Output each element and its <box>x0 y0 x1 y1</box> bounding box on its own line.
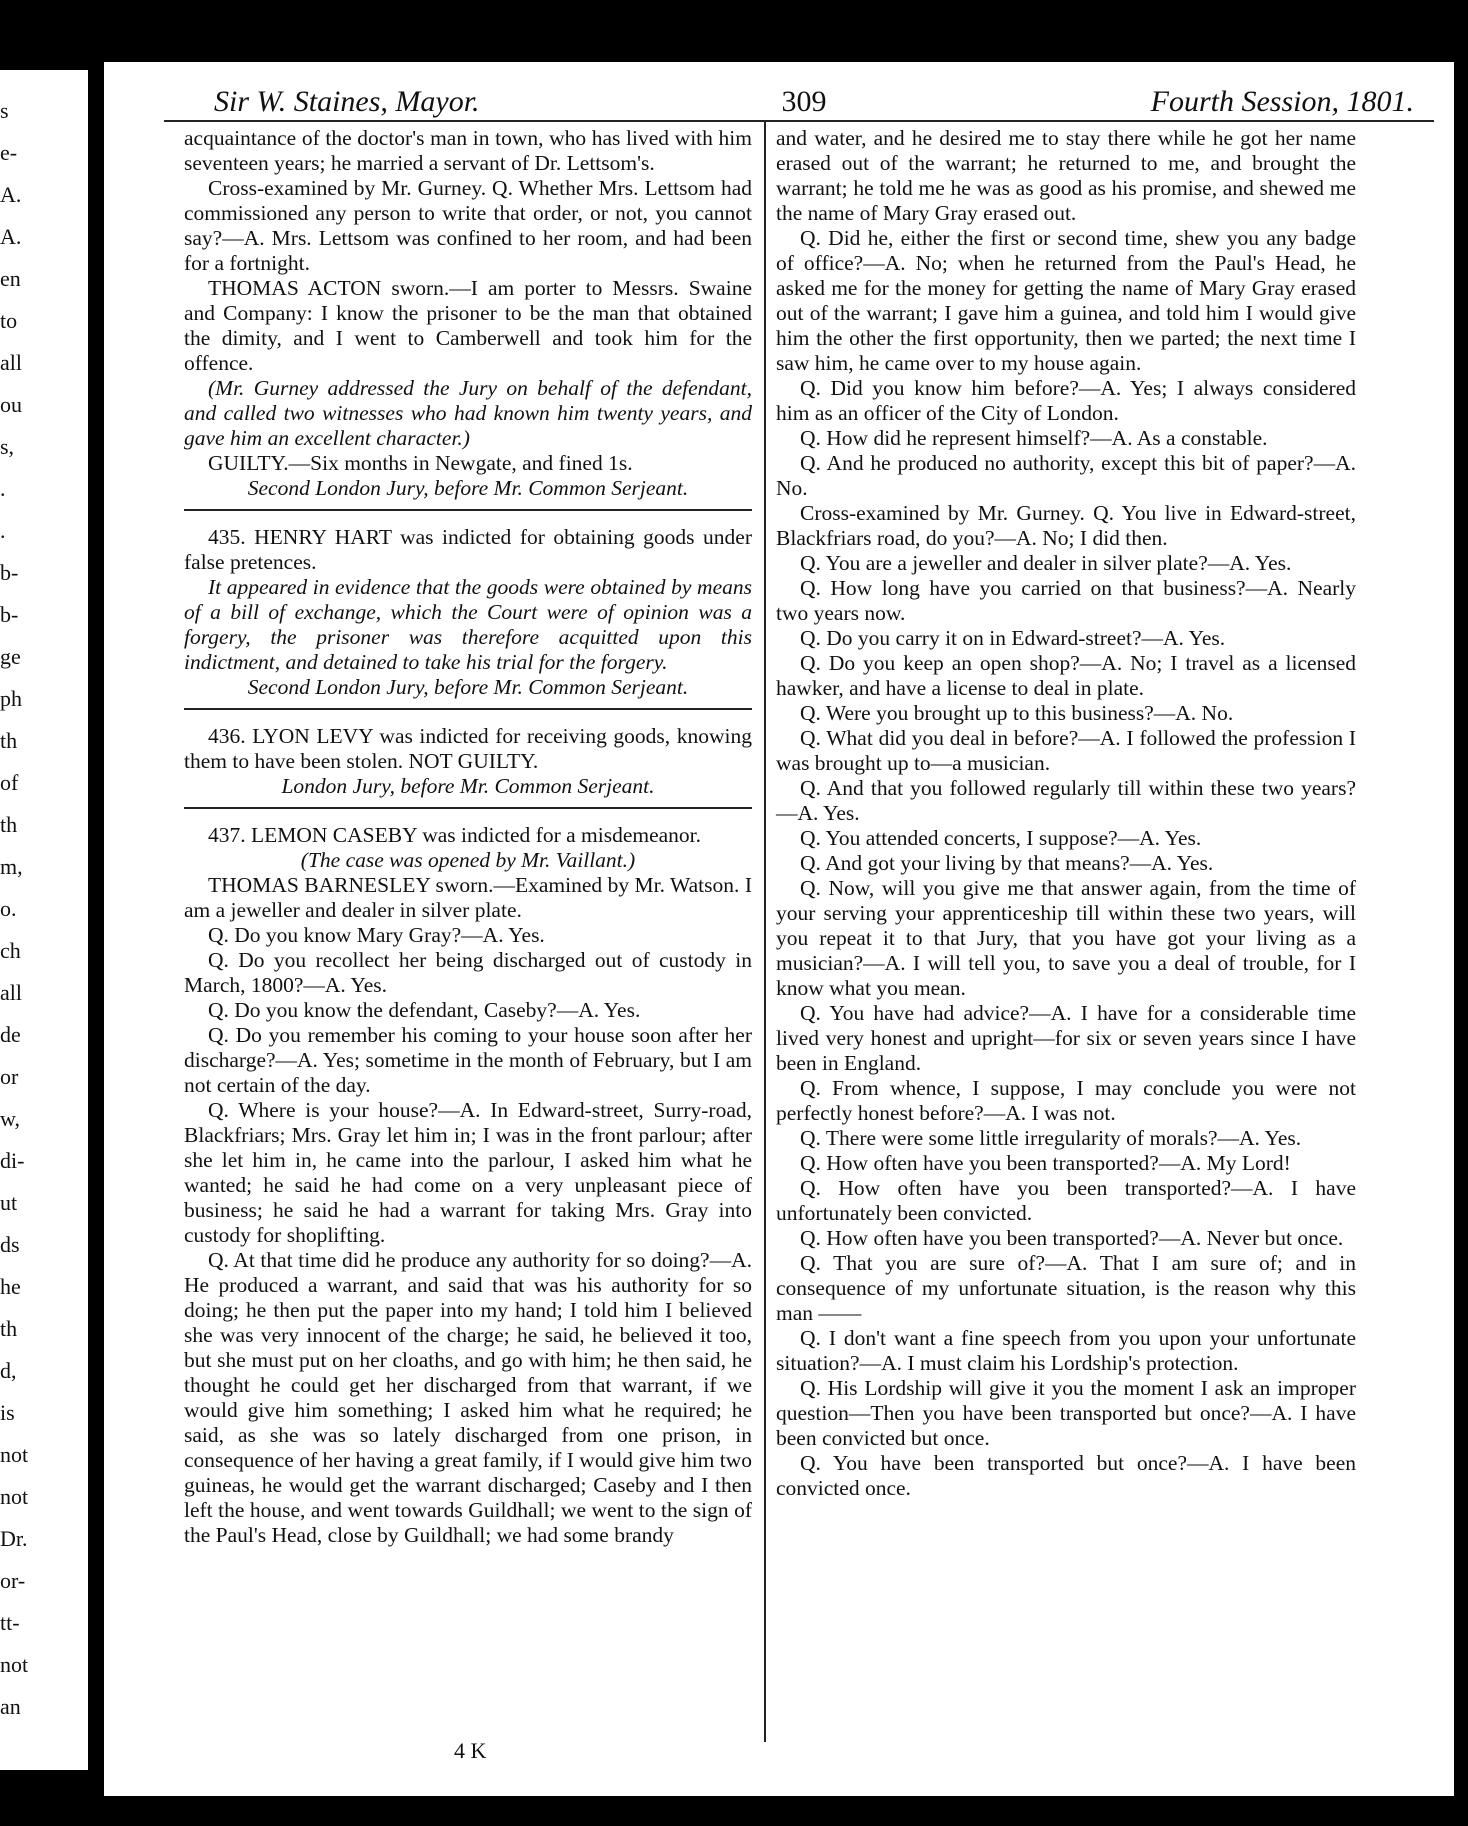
paragraph: Q. You attended concerts, I suppose?—A. Yes. <box>800 826 1202 850</box>
margin-fragment: b- <box>0 602 19 627</box>
paragraph: Q. There were some little irregularity of morals?—A. Yes. <box>800 1126 1302 1150</box>
margin-fragment: . <box>0 518 6 543</box>
margin-fragment: of <box>0 770 19 795</box>
left-column <box>184 126 752 1548</box>
margin-fragment: tt- <box>0 1610 20 1635</box>
margin-fragment: di- <box>0 1148 25 1173</box>
paragraph: Q. And got your living by that means?—A. Yes. <box>800 851 1214 875</box>
paragraph: 436. LYON LEVY was indicted for receiving goods, knowing them to have been stolen. NOT GUILTY. <box>184 724 752 773</box>
margin-fragment: s <box>0 98 9 123</box>
margin-fragment: ge <box>0 644 21 669</box>
paragraph: Q. You have been transported but once?—A. I have been convicted once. <box>776 1451 1356 1500</box>
margin-fragment: is <box>0 1400 15 1425</box>
paragraph: Q. And that you followed regularly till within these two years?—A. Yes. <box>776 776 1356 825</box>
paragraph: Q. Did he, either the first or second time, shew you any badge of office?—A. No; when he returned from the Paul's Head, he asked me for the money for getting the name of Mary Gray erased out of the warrant; I gave him a guinea, and told him I would give him the other the first opportunity, then we parted; the next time I saw him, he came over to my house again. <box>776 226 1356 375</box>
section-rule <box>184 509 752 511</box>
paragraph: Q. How long have you carried on that business?—A. Nearly two years now. <box>776 576 1356 625</box>
paragraph: Q. You have had advice?—A. I have for a considerable time lived very honest and upright—for six or seven years since I have been in England. <box>776 1001 1356 1075</box>
column-divider <box>764 122 766 1742</box>
running-header <box>184 82 1424 122</box>
paragraph: Second London Jury, before Mr. Common Serjeant. <box>247 476 689 500</box>
paragraph: Q. Do you carry it on in Edward-street?—A. Yes. <box>800 626 1226 650</box>
page-number: 309 <box>781 85 827 118</box>
paragraph: Q. Where is your house?—A. In Edward-street, Surry-road, Blackfriars; Mrs. Gray let him in; I was in the front parlour; after she let him in, he came into the parlour, I asked him what he wanted; he said he had come on a very unpleasant piece of business; he said he had a warrant for taking Mrs. Gray into custody for shoplifting. <box>184 1098 752 1247</box>
paragraph: Q. From whence, I suppose, I may conclude you were not perfectly honest before?—A. I was not. <box>776 1076 1356 1125</box>
paragraph: (Mr. Gurney addressed the Jury on behalf of the defendant, and called two witnesses who had known him twenty years, and gave him an excellent character.) <box>184 376 752 450</box>
margin-fragment: not <box>0 1652 29 1677</box>
paragraph: THOMAS BARNESLEY sworn.—Examined by Mr. Watson. I am a jeweller and dealer in silver plate. <box>184 873 752 922</box>
margin-fragment: en <box>0 266 21 291</box>
margin-fragment: e- <box>0 140 18 165</box>
adjacent-page-margin <box>0 70 88 1770</box>
paragraph: Q. Do you know Mary Gray?—A. Yes. <box>208 923 545 947</box>
paragraph: Q. How did he represent himself?—A. As a constable. <box>800 426 1268 450</box>
margin-fragment: ph <box>0 686 22 711</box>
paragraph: Q. And he produced no authority, except this bit of paper?—A. No. <box>776 451 1356 500</box>
margin-fragment: ch <box>0 938 21 963</box>
paragraph: Q. I don't want a fine speech from you upon your unfortunate situation?—A. I must claim his Lordship's protection. <box>776 1326 1356 1375</box>
margin-fragment: he <box>0 1274 21 1299</box>
header-left: Sir W. Staines, Mayor. <box>214 85 480 118</box>
paragraph: Q. How often have you been transported?—A. My Lord! <box>800 1151 1291 1175</box>
paragraph: (The case was opened by Mr. Vaillant.) <box>300 848 636 872</box>
margin-fragment: ut <box>0 1190 18 1215</box>
paragraph: and water, and he desired me to stay there while he got her name erased out of the warrant; he returned to me, and brought the warrant; he told me he was as good as his promise, and shewed me the name of Mary Gray erased out. <box>776 126 1356 225</box>
margin-fragment: th <box>0 812 18 837</box>
margin-fragment: w, <box>0 1106 20 1131</box>
margin-fragment: A. <box>0 182 22 207</box>
paragraph: Q. At that time did he produce any authority for so doing?—A. He produced a warrant, and said that was his authority for so doing; he then put the paper into my hand; I told him I believed she was very innocent of the charge; he said, he believed it too, but she must put on her cloaths, and go with him; he then said, he thought he could get her discharged from that warrant, if we would give him something; I asked him what he required; he said, as she was so lately discharged from one prison, in consequence of her having a great family, if I would give him two guineas, he would get the warrant discharged; Caseby and I then left the house, and went towards Guildhall; we went to the sign of the Paul's Head, close by Guildhall; we had some brandy <box>184 1248 752 1547</box>
paragraph: Q. Do you remember his coming to your house soon after her discharge?—A. Yes; sometime in the month of February, but I am not certain of the day. <box>184 1023 752 1097</box>
margin-fragment: not <box>0 1442 29 1467</box>
paragraph: Q. What did you deal in before?—A. I followed the profession I was brought up to—a musician. <box>776 726 1356 775</box>
margin-fragment: b- <box>0 560 19 585</box>
paragraph: London Jury, before Mr. Common Serjeant. <box>281 774 655 798</box>
margin-fragment: all <box>0 350 22 375</box>
paragraph: 437. LEMON CASEBY was indicted for a misdemeanor. <box>208 823 702 847</box>
paragraph: Second London Jury, before Mr. Common Serjeant. <box>247 675 689 699</box>
margin-fragment: m, <box>0 854 23 879</box>
document-page <box>104 62 1454 1796</box>
margin-fragment: s, <box>0 434 15 459</box>
section-rule <box>184 807 752 809</box>
paragraph: Q. How often have you been transported?—A. I have unfortunately been convicted. <box>776 1176 1356 1225</box>
paragraph: Q. Did you know him before?—A. Yes; I always considered him as an officer of the City of London. <box>776 376 1356 425</box>
paragraph: Q. That you are sure of?—A. That I am sure of; and in consequence of my unfortunate situation, is the reason why this man —— <box>776 1251 1356 1325</box>
margin-fragment: Dr. <box>0 1526 28 1551</box>
paragraph: Q. Do you recollect her being discharged out of custody in March, 1800?—A. Yes. <box>184 948 752 997</box>
margin-fragment: th <box>0 1316 18 1341</box>
paragraph: Q. How often have you been transported?—A. Never but once. <box>800 1226 1344 1250</box>
section-rule <box>184 708 752 710</box>
right-column <box>776 126 1356 1501</box>
margin-fragment: de <box>0 1022 21 1047</box>
paragraph: It appeared in evidence that the goods were obtained by means of a bill of exchange, which the Court were of opinion was a forgery, the prisoner was therefore acquitted upon this indictment, and detained to take his trial for the forgery. <box>184 575 752 674</box>
margin-fragment: to <box>0 308 18 333</box>
paragraph: Q. Do you keep an open shop?—A. No; I travel as a licensed hawker, and have a license to deal in plate. <box>776 651 1356 700</box>
paragraph: Q. Do you know the defendant, Caseby?—A. Yes. <box>208 998 641 1022</box>
signature-mark: 4 K <box>454 1738 487 1763</box>
margin-fragment: all <box>0 980 22 1005</box>
margin-fragment: d, <box>0 1358 17 1383</box>
margin-fragment: ds <box>0 1232 20 1257</box>
margin-fragment: an <box>0 1694 21 1719</box>
paragraph: GUILTY.—Six months in Newgate, and fined 1s. <box>208 451 633 475</box>
paragraph: 435. HENRY HART was indicted for obtaining goods under false pretences. <box>184 525 752 574</box>
margin-fragment: or- <box>0 1568 26 1593</box>
paragraph: Q. You are a jeweller and dealer in silver plate?—A. Yes. <box>800 551 1292 575</box>
margin-fragment: ou <box>0 392 22 417</box>
paragraph: Q. Were you brought up to this business?—A. No. <box>800 701 1234 725</box>
paragraph: THOMAS ACTON sworn.—I am porter to Messrs. Swaine and Company: I know the prisoner to be the man that obtained the dimity, and I went to Camberwell and took him for the offence. <box>184 276 752 375</box>
paragraph: Cross-examined by Mr. Gurney. Q. You live in Edward-street, Blackfriars road, do you?—A. No; I did then. <box>776 501 1356 550</box>
margin-fragment: not <box>0 1484 29 1509</box>
header-right: Fourth Session, 1801. <box>1150 85 1414 118</box>
paragraph: Cross-examined by Mr. Gurney. Q. Whether Mrs. Lettsom had commissioned any person to write that order, or not, you cannot say?—A. Mrs. Lettsom was confined to her room, and had been for a fortnight. <box>184 176 752 275</box>
margin-fragment: or <box>0 1064 19 1089</box>
paragraph: acquaintance of the doctor's man in town, who has lived with him seventeen years; he married a servant of Dr. Lettsom's. <box>184 126 752 175</box>
paragraph: Q. His Lordship will give it you the moment I ask an improper question—Then you have been transported but once?—A. I have been convicted but once. <box>776 1376 1356 1450</box>
margin-fragment: th <box>0 728 18 753</box>
paragraph: Q. Now, will you give me that answer again, from the time of your serving your apprenticeship till within these two years, will you repeat it to that Jury, that you have got your living as a musician?—A. I will tell you, to save you a deal of trouble, for I know what you mean. <box>776 876 1356 1000</box>
margin-fragment: A. <box>0 224 22 249</box>
margin-fragment: . <box>0 476 6 501</box>
margin-fragment: o. <box>0 896 17 921</box>
header-rule <box>164 120 1434 122</box>
